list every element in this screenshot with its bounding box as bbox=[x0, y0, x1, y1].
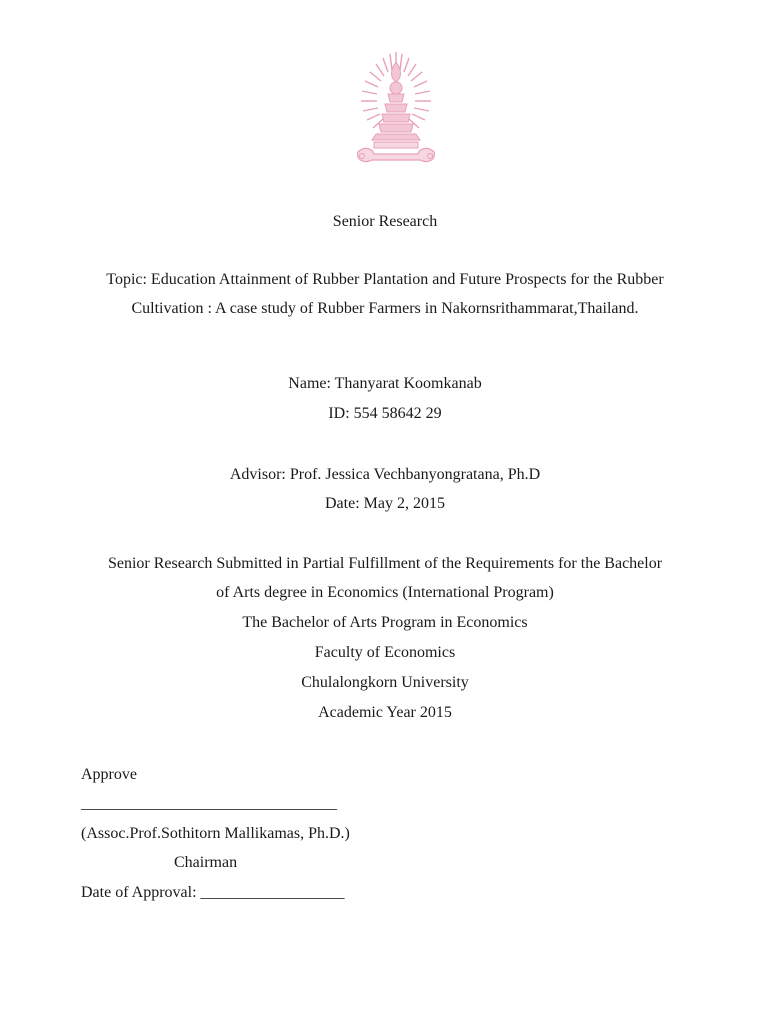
document-heading: Senior Research bbox=[332, 213, 438, 230]
university-name: Chulalongkorn University bbox=[301, 674, 469, 691]
topic-line-2: Cultivation : A case study of Rubber Farmers in Nakornsrithammarat,Thailand. bbox=[131, 300, 639, 317]
student-name: Name: Thanyarat Koomkanab bbox=[288, 375, 482, 392]
topic-line-1: Topic: Education Attainment of Rubber Plantation and Future Prospects for the Rubber bbox=[106, 271, 664, 288]
student-id: ID: 554 58642 29 bbox=[328, 405, 442, 422]
chulalongkorn-seal-icon bbox=[350, 48, 442, 168]
approver-role: Chairman bbox=[174, 854, 238, 871]
academic-year: Academic Year 2015 bbox=[318, 704, 452, 721]
approval-date: Date of Approval: __________________ bbox=[81, 884, 345, 901]
approver-name: (Assoc.Prof.Sothitorn Mallikamas, Ph.D.) bbox=[81, 825, 350, 842]
advisor-date: Date: May 2, 2015 bbox=[325, 495, 445, 512]
approve-label: Approve bbox=[81, 766, 137, 783]
advisor-name: Advisor: Prof. Jessica Vechbanyongratana, Ph.D bbox=[229, 466, 541, 483]
program-name: The Bachelor of Arts Program in Economics bbox=[242, 614, 528, 631]
faculty-name: Faculty of Economics bbox=[314, 644, 456, 661]
submission-line-1: Senior Research Submitted in Partial Fulfillment of the Requirements for the Bachelor bbox=[107, 555, 663, 572]
signature-line: ________________________________ bbox=[81, 795, 337, 812]
submission-line-2: of Arts degree in Economics (International Program) bbox=[216, 584, 554, 601]
